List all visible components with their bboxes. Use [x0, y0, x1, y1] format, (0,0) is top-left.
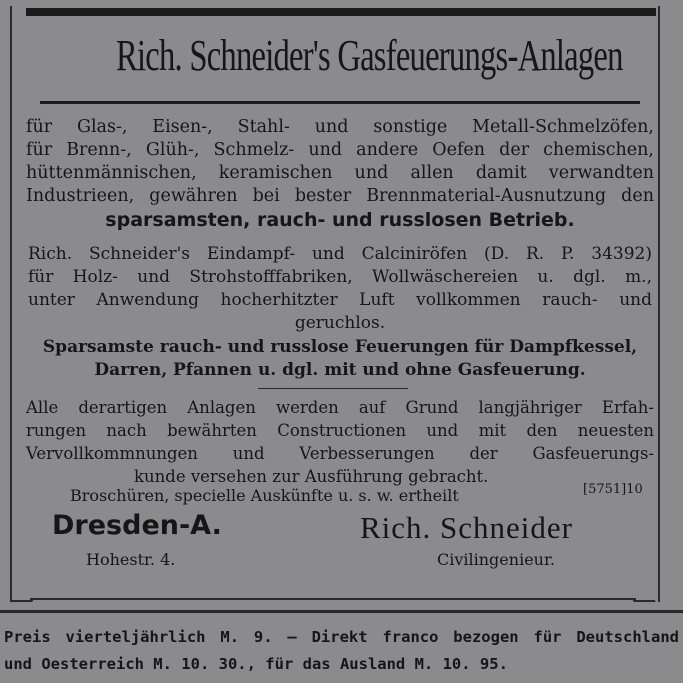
paragraph-4-line: Alle derartigen Anlagen werden auf Grund langjähriger Erfah-	[26, 398, 654, 417]
paragraph-2-line: für Holz- und Strohstofffabriken, Wollwäschereien u. dgl. m.,	[28, 267, 652, 287]
paragraph-2-line: unter Anwendung hocherhitzter Luft vollkommen rauch- und	[28, 290, 652, 310]
paragraph-3-line: Sparsamste rauch- und russlose Feuerungen für Dampfkessel,	[42, 337, 638, 357]
footer-line: und Oesterreich M. 10. 30., für das Ausland M. 10. 95.	[4, 655, 508, 673]
company-role: Civilingenieur.	[437, 550, 555, 569]
paragraph-2	[24, 243, 656, 335]
city-name: Dresden-A.	[52, 510, 222, 541]
title-underline	[40, 101, 640, 104]
paragraph-4-line: rungen nach bewährten Constructionen und mit den neuesten	[26, 421, 654, 440]
company-name: Rich. Schneider	[360, 510, 574, 545]
price-footer	[0, 624, 683, 678]
highlight-line: sparsamsten, rauch- und russlosen Betrieb.	[105, 209, 575, 231]
paragraph-2-line: geruchlos.	[294, 313, 386, 333]
footer-line: Preis vierteljährlich M. 9. — Direkt franco bezogen für Deutschland	[4, 628, 679, 646]
paragraph-4	[24, 396, 656, 488]
reference-number: [5751]10	[583, 482, 643, 497]
ad-title: Rich. Schneider's Gasfeuerungs-Anlagen	[116, 31, 623, 80]
paragraph-1-line: hüttenmännischen, keramischen und allen damit verwandten	[26, 163, 654, 183]
footer-separator	[0, 610, 683, 613]
paragraph-1-line: für Brenn-, Glüh-, Schmelz- und andere Oefen der chemischen,	[26, 140, 654, 160]
frame-bottom-rule	[30, 598, 636, 600]
paragraph-2-line: Rich. Schneider's Eindampf- und Calciniröfen (D. R. P. 34392)	[28, 244, 652, 264]
brochure-note: Broschüren, specielle Auskünfte u. s. w. ertheilt	[70, 486, 459, 505]
section-divider	[258, 388, 408, 389]
paragraph-4-line: Vervollkommnungen und Verbesserungen der Gasfeuerungs-	[26, 444, 654, 463]
paragraph-1-line: für Glas-, Eisen-, Stahl- und sonstige Metall-Schmelzöfen,	[26, 117, 654, 137]
paragraph-3	[24, 336, 656, 382]
paragraph-4-line: kunde versehen zur Ausführung gebracht.	[134, 467, 489, 486]
paragraph-3-line: Darren, Pfannen u. dgl. mit und ohne Gasfeuerung.	[94, 360, 586, 380]
paragraph-1-line: Industrieen, gewähren bei bester Brennmaterial-Ausnutzung den	[26, 186, 654, 206]
paragraph-1	[24, 116, 656, 208]
street-address: Hohestr. 4.	[86, 550, 176, 569]
